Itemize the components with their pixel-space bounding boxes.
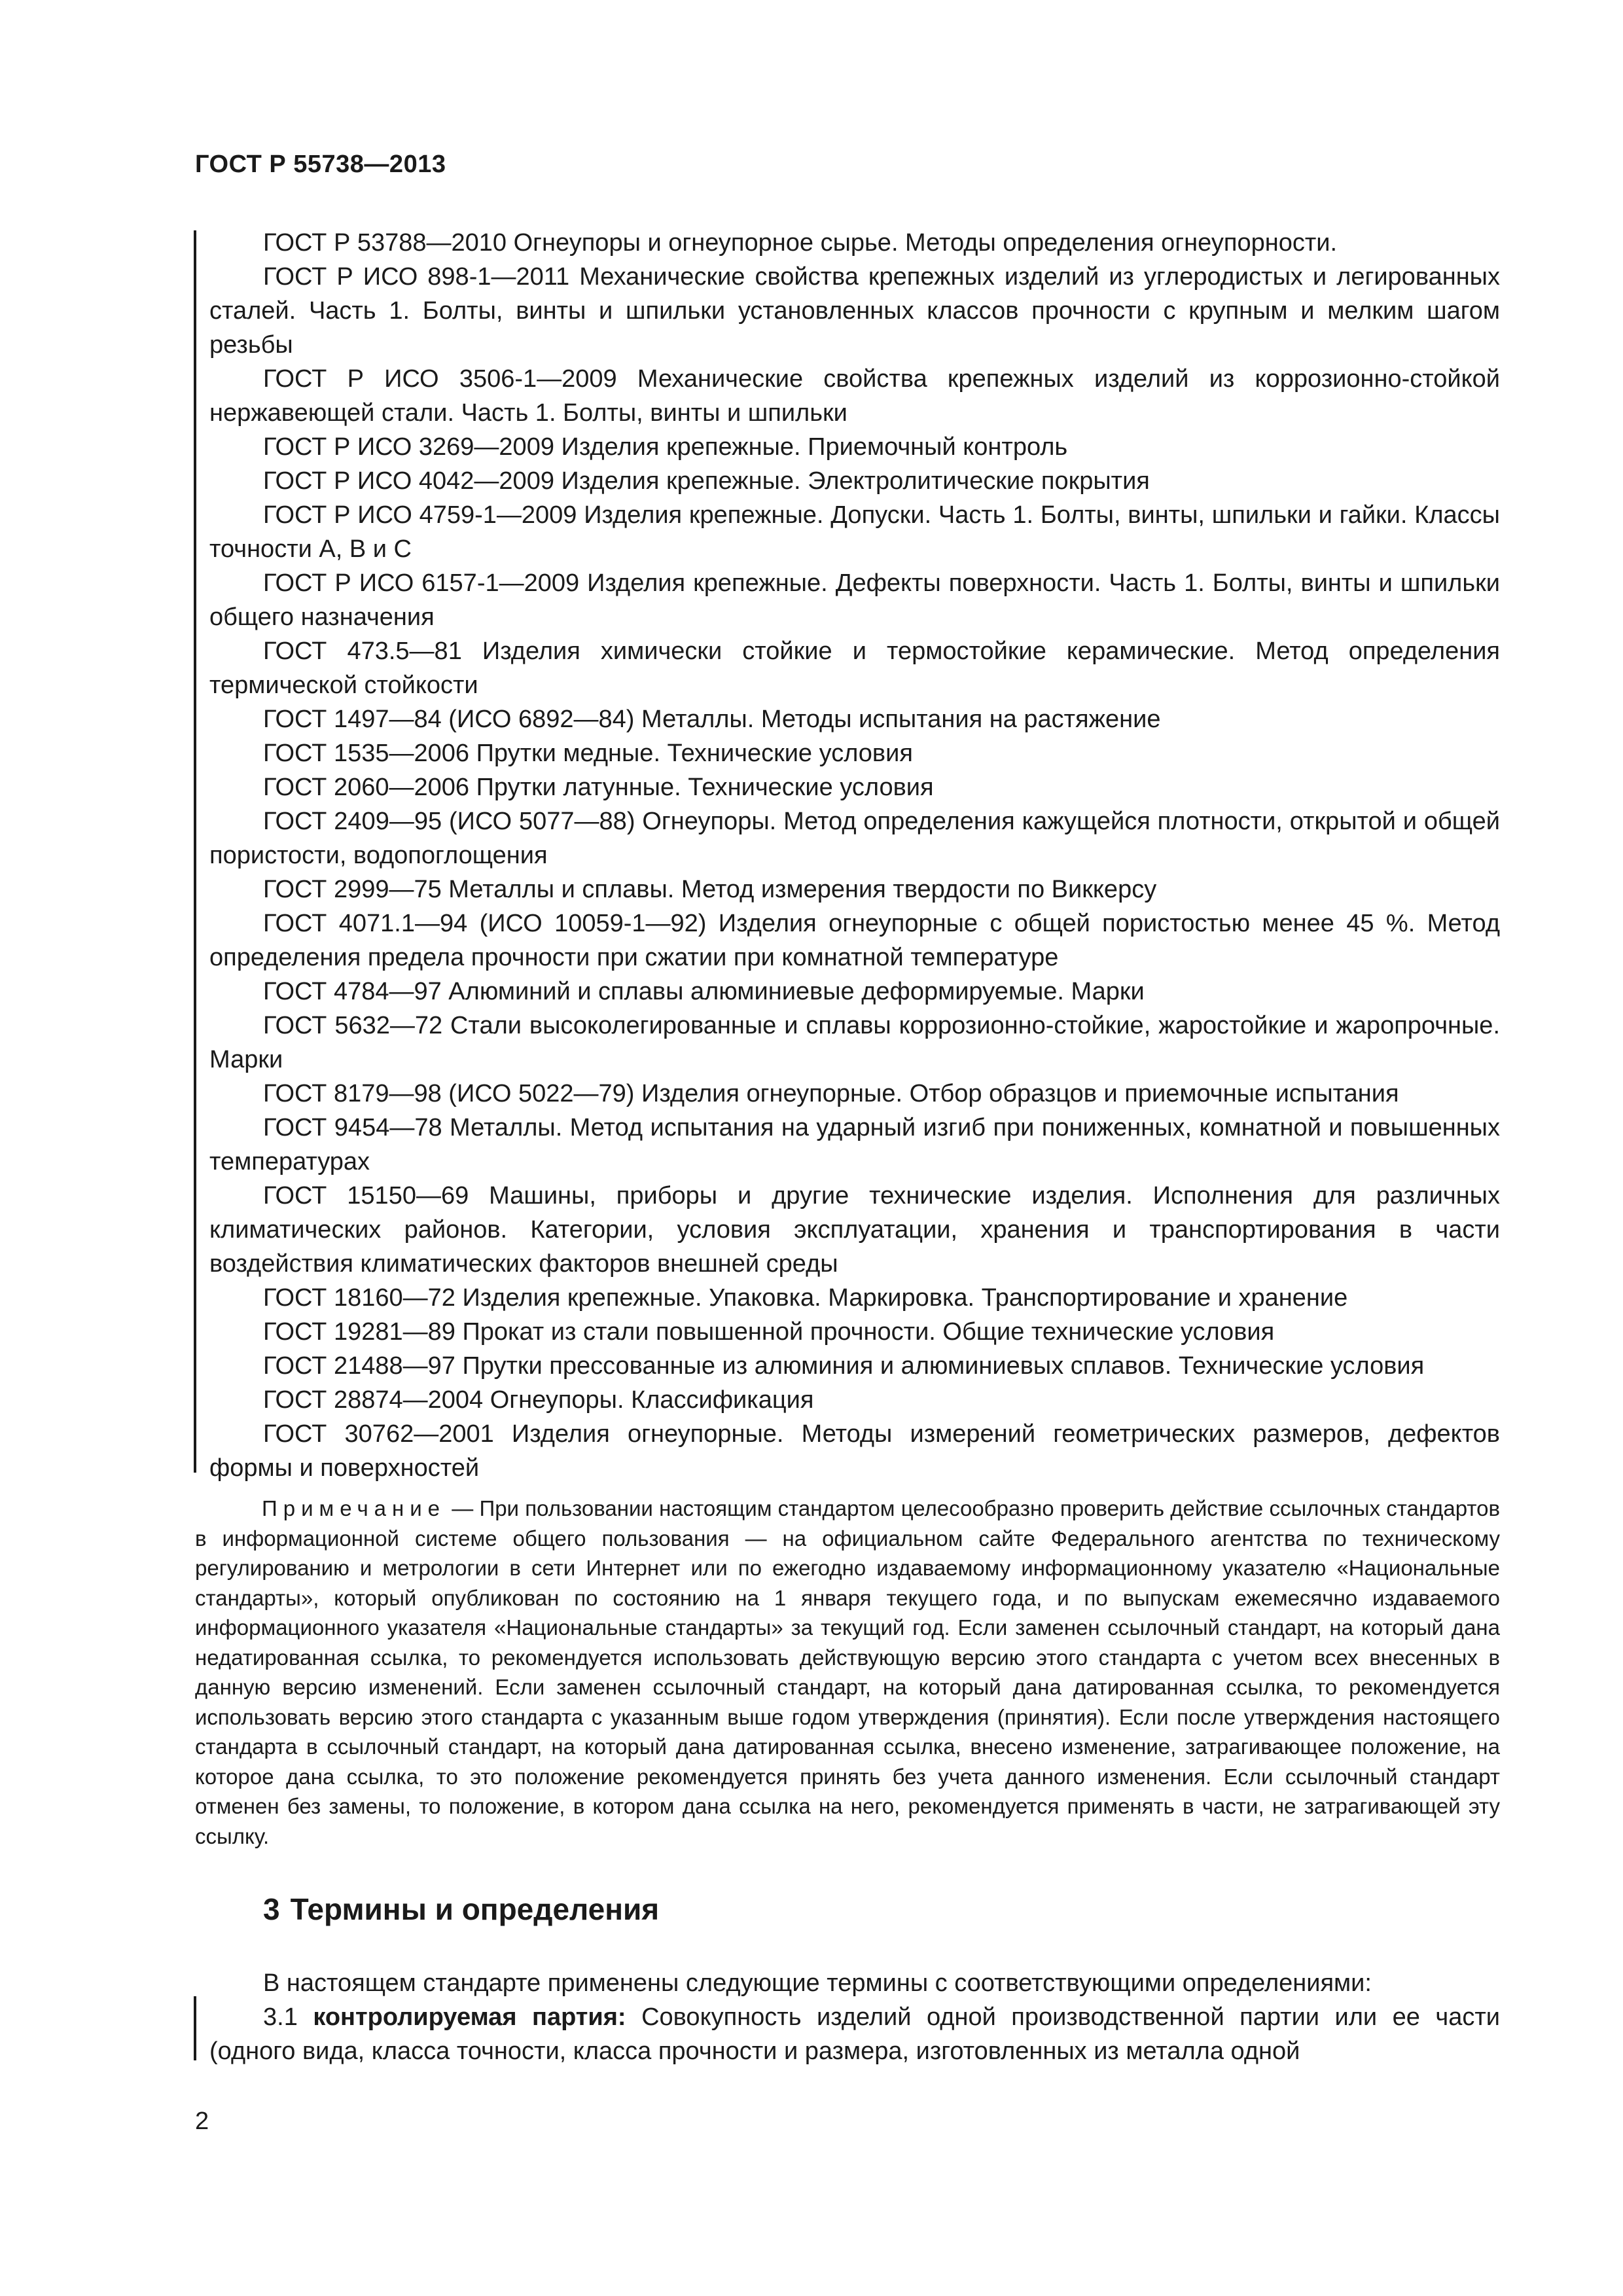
reference-entry: ГОСТ Р 53788—2010 Огнеупоры и огнеупорное сырье. Методы определения огнеупорности.	[263, 229, 1338, 257]
reference-entry: ГОСТ 4784—97 Алюминий и сплавы алюминиевые деформируемые. Марки	[263, 978, 1145, 1005]
term-definition: Совокупность изделий одной производственной партии или ее части (одного вида, класса точности, класса прочности и размера, изготовленных из металла одной	[209, 2003, 1500, 2065]
document-header: ГОСТ Р 55738—2013	[195, 151, 446, 178]
reference-entry: ГОСТ 1497—84 (ИСО 6892—84) Металлы. Методы испытания на растяжение	[263, 706, 1161, 733]
reference-entry: ГОСТ 2409—95 (ИСО 5077—88) Огнеупоры. Метод определения кажущейся плотности, открытой и общей пористости, водопоглощения	[209, 808, 1500, 869]
note-block	[195, 1494, 1500, 1851]
note-label: Примечание	[262, 1496, 446, 1520]
section-title-text: Термины и определения	[290, 1892, 660, 1926]
reference-entry: ГОСТ 15150—69 Машины, приборы и другие технические изделия. Исполнения для различных климатических районов. Категории, условия эксплуатации, хранения и транспортирования в части воздействия климатических факторов внешней среды	[209, 1182, 1500, 1278]
reference-entry: ГОСТ Р ИСО 898-1—2011 Механические свойства крепежных изделий из углеродистых и легированных сталей. Часть 1. Болты, винты и шпильки установленных классов прочности с крупным и мелким шагом резьбы	[209, 263, 1500, 359]
term-name: контролируемая партия:	[313, 2003, 626, 2031]
term-entry	[209, 2000, 1500, 2068]
reference-entry: ГОСТ 473.5—81 Изделия химически стойкие и термостойкие керамические. Метод определения термической стойкости	[209, 637, 1500, 699]
reference-entry: ГОСТ 4071.1—94 (ИСО 10059-1—92) Изделия огнеупорные с общей пористостью менее 45 %. Метод определения предела прочности при сжатии при комнатной температуре	[209, 910, 1500, 971]
reference-entry: ГОСТ 2999—75 Металлы и сплавы. Метод измерения твердости по Виккерсу	[263, 876, 1157, 903]
reference-entry: ГОСТ 8179—98 (ИСО 5022—79) Изделия огнеупорные. Отбор образцов и приемочные испытания	[263, 1080, 1399, 1107]
change-marker-bar	[194, 1996, 196, 2060]
reference-entry: ГОСТ Р ИСО 4759-1—2009 Изделия крепежные. Допуски. Часть 1. Болты, винты, шпильки и гайки. Классы точности А, В и С	[209, 501, 1500, 563]
reference-entry: ГОСТ Р ИСО 3506-1—2009 Механические свойства крепежных изделий из коррозионно-стойкой нержавеющей стали. Часть 1. Болты, винты и шпильки	[209, 365, 1500, 427]
section-heading	[263, 1892, 659, 1927]
reference-entry: ГОСТ 30762—2001 Изделия огнеупорные. Методы измерений геометрических размеров, дефектов формы и поверхностей	[209, 1420, 1500, 1482]
page-number: 2	[195, 2108, 209, 2135]
note-text: — При пользовании настоящим стандартом целесообразно проверить действие ссылочных стандартов в информационной системе общего пользования — на официальном сайте Федерального агентства по техническому регулированию и метрологии в сети Интернет или по ежегодно издаваемому информационному указателю «Национальные стандарты», который опубликован по состоянию на 1 января текущего года, и по выпускам ежемесячно издаваемого информационного указателя «Национальные стандарты» за текущий год. Если заменен ссылочный стандарт, на который дана недатированная ссылка, то рекомендуется использовать действующую версию этого стандарта с учетом всех внесенных в данную версию изменений. Если заменен ссылочный стандарт, на который дана датированная ссылка, то рекомендуется использовать версию этого стандарта с указанным выше годом утверждения (принятия). Если после утверждения настоящего стандарта в ссылочный стандарт, на который дана датированная ссылка, внесено изменение, затрагивающее положение, на которое дана ссылка, то это положение рекомендуется принять без учета данного изменения. Если ссылочный стандарт отменен без замены, то положение, в котором дана ссылка на него, рекомендуется применять в части, не затрагивающей эту ссылку.	[195, 1496, 1500, 1848]
terms-block	[209, 1966, 1500, 2068]
reference-entry: ГОСТ Р ИСО 6157-1—2009 Изделия крепежные. Дефекты поверхности. Часть 1. Болты, винты и шпильки общего назначения	[209, 569, 1500, 631]
reference-entry: ГОСТ 1535—2006 Прутки медные. Технические условия	[263, 740, 913, 767]
reference-entry: ГОСТ Р ИСО 4042—2009 Изделия крепежные. Электролитические покрытия	[263, 467, 1150, 495]
reference-entry: ГОСТ 9454—78 Металлы. Метод испытания на ударный изгиб при пониженных, комнатной и повышенных температурах	[209, 1114, 1500, 1175]
section-number: 3	[263, 1892, 280, 1926]
reference-entry: ГОСТ Р ИСО 3269—2009 Изделия крепежные. Приемочный контроль	[263, 433, 1068, 461]
change-marker-bar	[194, 230, 196, 1473]
normative-references-list	[209, 226, 1500, 1485]
reference-entry: ГОСТ 18160—72 Изделия крепежные. Упаковка. Маркировка. Транспортирование и хранение	[263, 1284, 1348, 1312]
reference-entry: ГОСТ 21488—97 Прутки прессованные из алюминия и алюминиевых сплавов. Технические условия	[263, 1352, 1425, 1380]
terms-intro: В настоящем стандарте применены следующие термины с соответствующими определениями:	[263, 1969, 1372, 1997]
term-number: 3.1	[263, 2003, 298, 2031]
reference-entry: ГОСТ 2060—2006 Прутки латунные. Технические условия	[263, 774, 934, 801]
reference-entry: ГОСТ 28874—2004 Огнеупоры. Классификация	[263, 1386, 814, 1414]
reference-entry: ГОСТ 19281—89 Прокат из стали повышенной прочности. Общие технические условия	[263, 1318, 1275, 1346]
reference-entry: ГОСТ 5632—72 Стали высоколегированные и сплавы коррозионно-стойкие, жаростойкие и жаропрочные. Марки	[209, 1012, 1500, 1073]
